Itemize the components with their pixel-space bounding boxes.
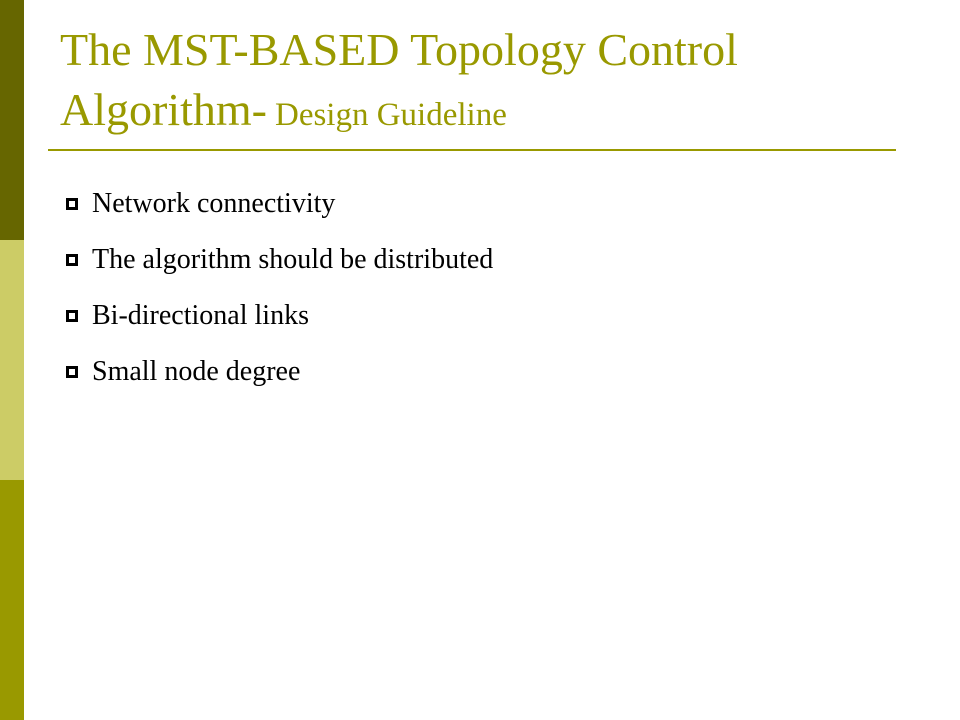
bullet-item (66, 232, 493, 288)
square-bullet-icon (66, 198, 78, 210)
side-bar-mid-segment (0, 480, 24, 720)
slide-title (60, 22, 920, 143)
bullet-item (66, 176, 493, 232)
side-bar-dark-segment (0, 0, 24, 240)
bullet-text: Bi-directional links (92, 300, 309, 331)
slide-title-sub: Design Guideline (274, 97, 507, 133)
slide-title-main: The MST-BASED Topology Control Algorithm- (60, 24, 738, 135)
bullet-text: Small node degree (92, 356, 301, 387)
square-bullet-icon (66, 254, 78, 266)
side-bar-light-segment (0, 240, 24, 480)
title-underline (48, 149, 896, 151)
bullet-text: Network connectivity (92, 188, 336, 219)
bullet-text: The algorithm should be distributed (92, 244, 494, 275)
bullet-item (66, 344, 493, 400)
bullet-list (66, 176, 493, 400)
square-bullet-icon (66, 366, 78, 378)
side-decoration-bar (0, 0, 24, 720)
bullet-item (66, 288, 493, 344)
square-bullet-icon (66, 310, 78, 322)
